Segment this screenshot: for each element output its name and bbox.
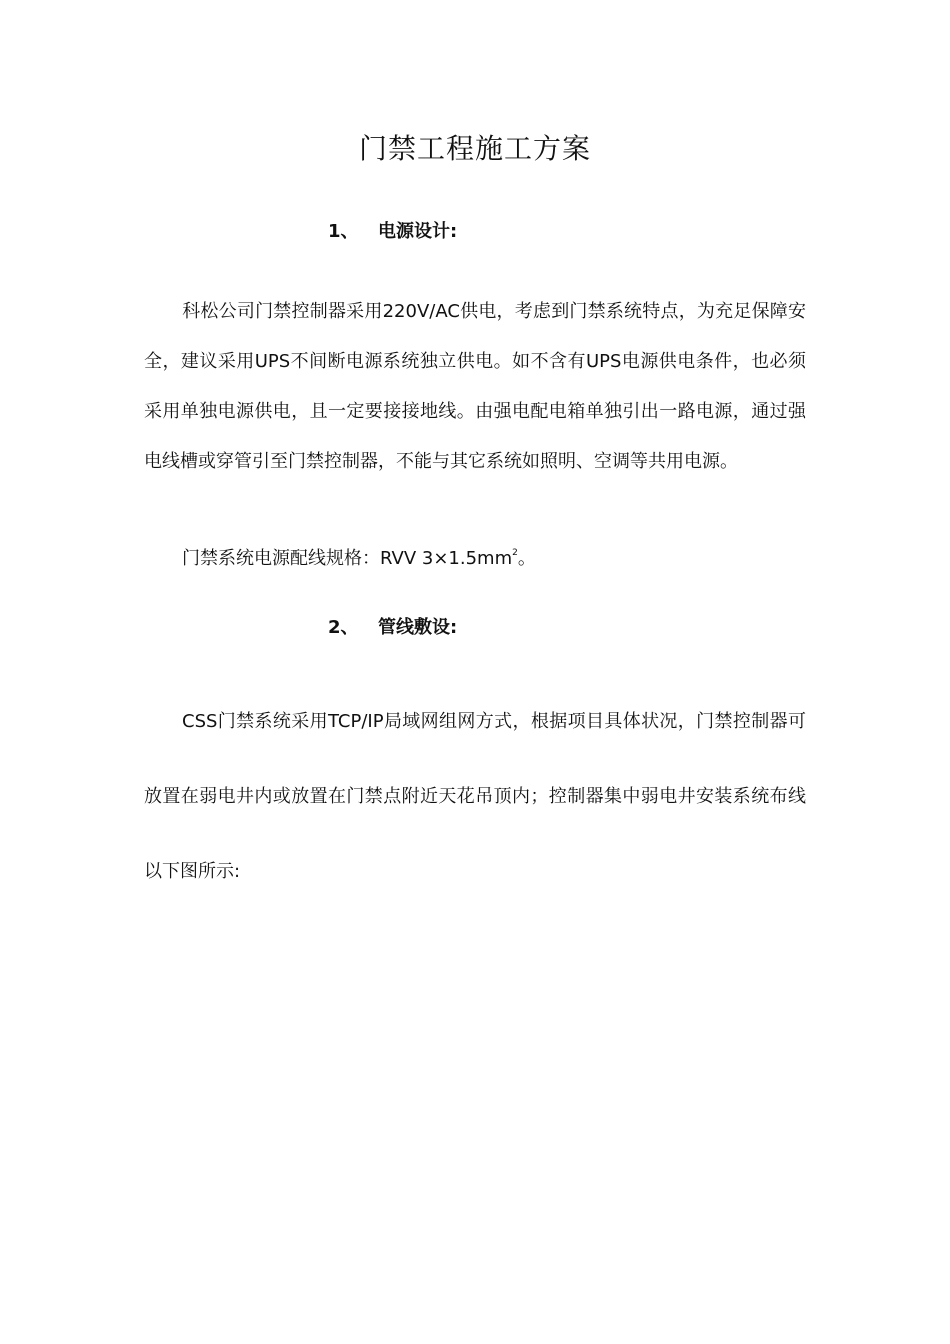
spec-superscript: 2	[512, 548, 518, 558]
paragraph-text: 科松公司门禁控制器采用220V/AC供电，考虑到门禁系统特点，为充足保障安全，建议采用UPS不间断电源系统独立供电。如不含有UPS电源供电条件，也必须采用单独电源供电，且一定要接接地线。由强电配电箱单独引出一路电源，通过强电线槽或穿管引至门禁控制器，不能与其它系统如照明、空调等共用电源。	[144, 301, 806, 472]
paragraph-power-cable-spec	[144, 545, 806, 573]
paragraph-power-supply	[144, 287, 806, 487]
paragraph-cabling	[144, 684, 806, 909]
document-title: 门禁工程施工方案	[358, 132, 591, 165]
section-title: 管线敷设:	[378, 617, 458, 638]
section-title: 电源设计:	[378, 221, 458, 242]
section-heading-cabling	[328, 615, 457, 641]
section-number: 1、	[328, 221, 359, 242]
spec-suffix: 。	[517, 548, 536, 569]
paragraph-text: CSS门禁系统采用TCP/IP局域网组网方式，根据项目具体状况，门禁控制器可放置在弱电井内或放置在门禁点附近天花吊顶内；控制器集中弱电井安装系统布线以下图所示:	[144, 711, 806, 882]
spec-text: 门禁系统电源配线规格：RVV 3×1.5mm	[182, 548, 513, 569]
section-number: 2、	[328, 617, 359, 638]
section-heading-power	[328, 219, 457, 245]
